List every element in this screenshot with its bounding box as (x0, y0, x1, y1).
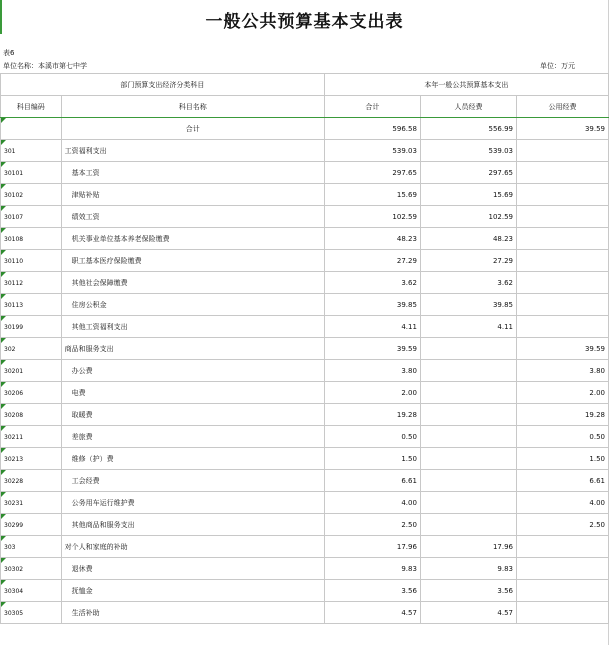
code-cell[interactable] (1, 492, 62, 514)
code-text: 30231 (4, 499, 24, 507)
code-cell[interactable] (1, 162, 62, 184)
table-row (1, 162, 609, 184)
table-row (1, 294, 609, 316)
name-cell[interactable]: 绩效工资 (61, 206, 324, 228)
public-cell[interactable] (517, 184, 609, 206)
code-cell[interactable] (1, 294, 62, 316)
public-cell[interactable] (517, 272, 609, 294)
public-cell[interactable] (517, 580, 609, 602)
public-cell[interactable] (517, 162, 609, 184)
total-cell[interactable]: 15.69 (324, 184, 420, 206)
code-text: 303 (4, 543, 16, 551)
cell-marker-icon (1, 514, 6, 519)
cell-marker-icon (1, 250, 6, 255)
total-cell[interactable]: 1.50 (324, 448, 420, 470)
public-cell[interactable] (517, 602, 609, 624)
table-row (1, 536, 609, 558)
table-row (1, 140, 609, 162)
total-cell[interactable]: 3.80 (324, 360, 420, 382)
table-number: 表6 (3, 49, 15, 57)
code-cell[interactable] (1, 140, 62, 162)
cell-marker-icon (1, 492, 6, 497)
total-cell[interactable]: 39.59 (324, 338, 420, 360)
total-cell[interactable]: 39.85 (324, 294, 420, 316)
cell-marker-icon (1, 360, 6, 365)
total-cell[interactable]: 297.65 (324, 162, 420, 184)
name-cell[interactable]: 工资福利支出 (61, 140, 324, 162)
code-cell[interactable] (1, 426, 62, 448)
table-row (1, 470, 609, 492)
table-row (1, 316, 609, 338)
public-cell[interactable]: 2.50 (517, 514, 609, 536)
cell-marker-icon (1, 448, 6, 453)
public-cell[interactable]: 2.00 (517, 382, 609, 404)
name-cell[interactable]: 退休费 (61, 558, 324, 580)
name-cell[interactable]: 基本工资 (61, 162, 324, 184)
personnel-cell[interactable]: 9.83 (420, 558, 516, 580)
table-row (1, 426, 609, 448)
code-cell[interactable] (1, 206, 62, 228)
personnel-cell[interactable] (420, 448, 516, 470)
cell-marker-icon (1, 162, 6, 167)
table-row (1, 250, 609, 272)
code-cell[interactable] (1, 602, 62, 624)
name-cell[interactable]: 办公费 (61, 360, 324, 382)
personnel-cell[interactable] (420, 470, 516, 492)
personnel-cell[interactable] (420, 338, 516, 360)
header-group-left[interactable]: 部门预算支出经济分类科目 (1, 74, 325, 96)
total-cell[interactable]: 2.50 (324, 514, 420, 536)
table-row (1, 382, 609, 404)
total-cell[interactable]: 102.59 (324, 206, 420, 228)
personnel-cell[interactable] (420, 360, 516, 382)
table-row (1, 228, 609, 250)
code-cell[interactable] (1, 272, 62, 294)
cell-marker-icon (1, 184, 6, 189)
code-cell[interactable] (1, 338, 62, 360)
code-text: 302 (4, 345, 16, 353)
name-cell[interactable]: 公务用车运行维护费 (61, 492, 324, 514)
header-row-columns (1, 96, 609, 118)
public-cell[interactable] (517, 558, 609, 580)
cell-marker-icon (1, 602, 6, 607)
code-text: 30102 (4, 191, 24, 199)
personnel-cell[interactable]: 39.85 (420, 294, 516, 316)
cell-marker-icon (1, 228, 6, 233)
public-cell[interactable] (517, 140, 609, 162)
table-row (1, 514, 609, 536)
table-row (1, 404, 609, 426)
name-cell[interactable]: 生活补助 (61, 602, 324, 624)
total-cell[interactable]: 19.28 (324, 404, 420, 426)
name-cell[interactable]: 住房公积金 (61, 294, 324, 316)
name-cell[interactable]: 维修（护）费 (61, 448, 324, 470)
code-text: 30101 (4, 169, 24, 177)
table-row (1, 580, 609, 602)
name-cell[interactable]: 机关事业单位基本养老保险缴费 (61, 228, 324, 250)
unit-name: 单位名称：本溪市第七中学 (3, 62, 87, 70)
header-personnel[interactable]: 人员经费 (420, 96, 516, 118)
public-cell[interactable]: 39.59 (517, 338, 609, 360)
total-cell[interactable]: 17.96 (324, 536, 420, 558)
total-cell[interactable]: 0.50 (324, 426, 420, 448)
header-total[interactable]: 合计 (324, 96, 420, 118)
personnel-cell[interactable]: 15.69 (420, 184, 516, 206)
total-row (1, 118, 609, 140)
cell-marker-icon (1, 404, 6, 409)
code-text: 30110 (4, 257, 24, 265)
cell-marker-icon (1, 206, 6, 211)
code-text: 30113 (4, 301, 24, 309)
personnel-cell[interactable]: 102.59 (420, 206, 516, 228)
public-cell[interactable]: 19.28 (517, 404, 609, 426)
code-cell[interactable] (1, 558, 62, 580)
code-cell[interactable] (1, 514, 62, 536)
table-body (1, 140, 609, 624)
cell-marker-icon (1, 470, 6, 475)
header-public[interactable]: 公用经费 (517, 96, 609, 118)
code-cell[interactable] (1, 580, 62, 602)
code-cell[interactable] (1, 448, 62, 470)
personnel-cell[interactable]: 297.65 (420, 162, 516, 184)
table-row (1, 338, 609, 360)
cell-marker-icon (1, 558, 6, 563)
public-cell[interactable]: 6.61 (517, 470, 609, 492)
code-text: 30208 (4, 411, 24, 419)
table-row (1, 272, 609, 294)
code-cell[interactable] (1, 404, 62, 426)
code-cell[interactable] (1, 184, 62, 206)
unit-label: 单位：万元 (540, 62, 575, 70)
header-code[interactable]: 科目编码 (1, 96, 62, 118)
total-cell[interactable]: 539.03 (324, 140, 420, 162)
name-cell[interactable]: 取暖费 (61, 404, 324, 426)
code-text: 301 (4, 147, 16, 155)
total-total[interactable]: 596.58 (324, 118, 420, 140)
table-row (1, 448, 609, 470)
public-cell[interactable]: 0.50 (517, 426, 609, 448)
public-cell[interactable] (517, 228, 609, 250)
cell-marker-icon (1, 118, 6, 123)
table-row (1, 602, 609, 624)
code-cell[interactable] (1, 250, 62, 272)
public-cell[interactable] (517, 536, 609, 558)
code-text: 30228 (4, 477, 24, 485)
cell-marker-icon (1, 338, 6, 343)
cell-marker-icon (1, 294, 6, 299)
code-text: 30199 (4, 323, 24, 331)
personnel-cell[interactable]: 17.96 (420, 536, 516, 558)
public-cell[interactable]: 3.80 (517, 360, 609, 382)
cell-marker-icon (1, 536, 6, 541)
header-row-group (1, 74, 609, 96)
public-cell[interactable]: 4.00 (517, 492, 609, 514)
personnel-cell[interactable]: 539.03 (420, 140, 516, 162)
total-label[interactable]: 合计 (61, 118, 324, 140)
code-cell[interactable] (1, 470, 62, 492)
name-cell[interactable]: 差旅费 (61, 426, 324, 448)
table-row (1, 184, 609, 206)
header-name[interactable]: 科目名称 (61, 96, 324, 118)
personnel-cell[interactable] (420, 382, 516, 404)
code-text: 30112 (4, 279, 24, 287)
public-cell[interactable] (517, 250, 609, 272)
name-cell[interactable]: 电费 (61, 382, 324, 404)
table-row (1, 492, 609, 514)
personnel-cell[interactable] (420, 514, 516, 536)
name-cell[interactable]: 其他工资福利支出 (61, 316, 324, 338)
personnel-cell[interactable]: 3.62 (420, 272, 516, 294)
public-cell[interactable] (517, 206, 609, 228)
code-text: 30108 (4, 235, 24, 243)
total-cell[interactable]: 2.00 (324, 382, 420, 404)
code-text: 30206 (4, 389, 24, 397)
code-cell[interactable] (1, 360, 62, 382)
total-cell[interactable]: 4.00 (324, 492, 420, 514)
name-cell[interactable]: 对个人和家庭的补助 (61, 536, 324, 558)
code-text: 30302 (4, 565, 24, 573)
name-cell[interactable]: 其他社会保障缴费 (61, 272, 324, 294)
personnel-cell[interactable]: 4.57 (420, 602, 516, 624)
public-cell[interactable]: 1.50 (517, 448, 609, 470)
cell-marker-icon (1, 140, 6, 145)
personnel-cell[interactable]: 48.23 (420, 228, 516, 250)
table-row (1, 360, 609, 382)
code-cell[interactable] (1, 228, 62, 250)
code-cell[interactable] (1, 536, 62, 558)
total-cell[interactable]: 4.57 (324, 602, 420, 624)
table-row (1, 558, 609, 580)
cell-marker-icon (1, 580, 6, 585)
total-cell[interactable]: 27.29 (324, 250, 420, 272)
name-cell[interactable]: 抚恤金 (61, 580, 324, 602)
code-text: 30305 (4, 609, 24, 617)
name-cell[interactable]: 商品和服务支出 (61, 338, 324, 360)
personnel-cell[interactable] (420, 426, 516, 448)
name-cell[interactable]: 职工基本医疗保险缴费 (61, 250, 324, 272)
total-cell[interactable]: 9.83 (324, 558, 420, 580)
code-text: 30211 (4, 433, 24, 441)
table-row (1, 206, 609, 228)
total-public[interactable]: 39.59 (517, 118, 609, 140)
personnel-cell[interactable]: 4.11 (420, 316, 516, 338)
total-cell[interactable]: 6.61 (324, 470, 420, 492)
code-text: 30299 (4, 521, 24, 529)
personnel-cell[interactable] (420, 404, 516, 426)
code-text: 30201 (4, 367, 24, 375)
name-cell[interactable]: 其他商品和服务支出 (61, 514, 324, 536)
cell-marker-icon (1, 426, 6, 431)
total-code-cell[interactable] (1, 118, 62, 140)
budget-table (0, 73, 609, 624)
page-title: 一般公共预算基本支出表 (205, 12, 404, 32)
code-cell[interactable] (1, 316, 62, 338)
total-cell[interactable]: 3.62 (324, 272, 420, 294)
name-cell[interactable]: 工会经费 (61, 470, 324, 492)
header-group-right[interactable]: 本年一般公共预算基本支出 (324, 74, 608, 96)
total-personnel[interactable]: 556.99 (420, 118, 516, 140)
code-cell[interactable] (1, 382, 62, 404)
cell-marker-icon (1, 316, 6, 321)
personnel-cell[interactable]: 3.56 (420, 580, 516, 602)
personnel-cell[interactable] (420, 492, 516, 514)
public-cell[interactable] (517, 294, 609, 316)
name-cell[interactable]: 津贴补贴 (61, 184, 324, 206)
total-cell[interactable]: 3.56 (324, 580, 420, 602)
total-cell[interactable]: 48.23 (324, 228, 420, 250)
cell-marker-icon (1, 272, 6, 277)
code-text: 30107 (4, 213, 24, 221)
code-text: 30304 (4, 587, 24, 595)
total-cell[interactable]: 4.11 (324, 316, 420, 338)
public-cell[interactable] (517, 316, 609, 338)
cell-marker-icon (1, 382, 6, 387)
code-text: 30213 (4, 455, 24, 463)
personnel-cell[interactable]: 27.29 (420, 250, 516, 272)
